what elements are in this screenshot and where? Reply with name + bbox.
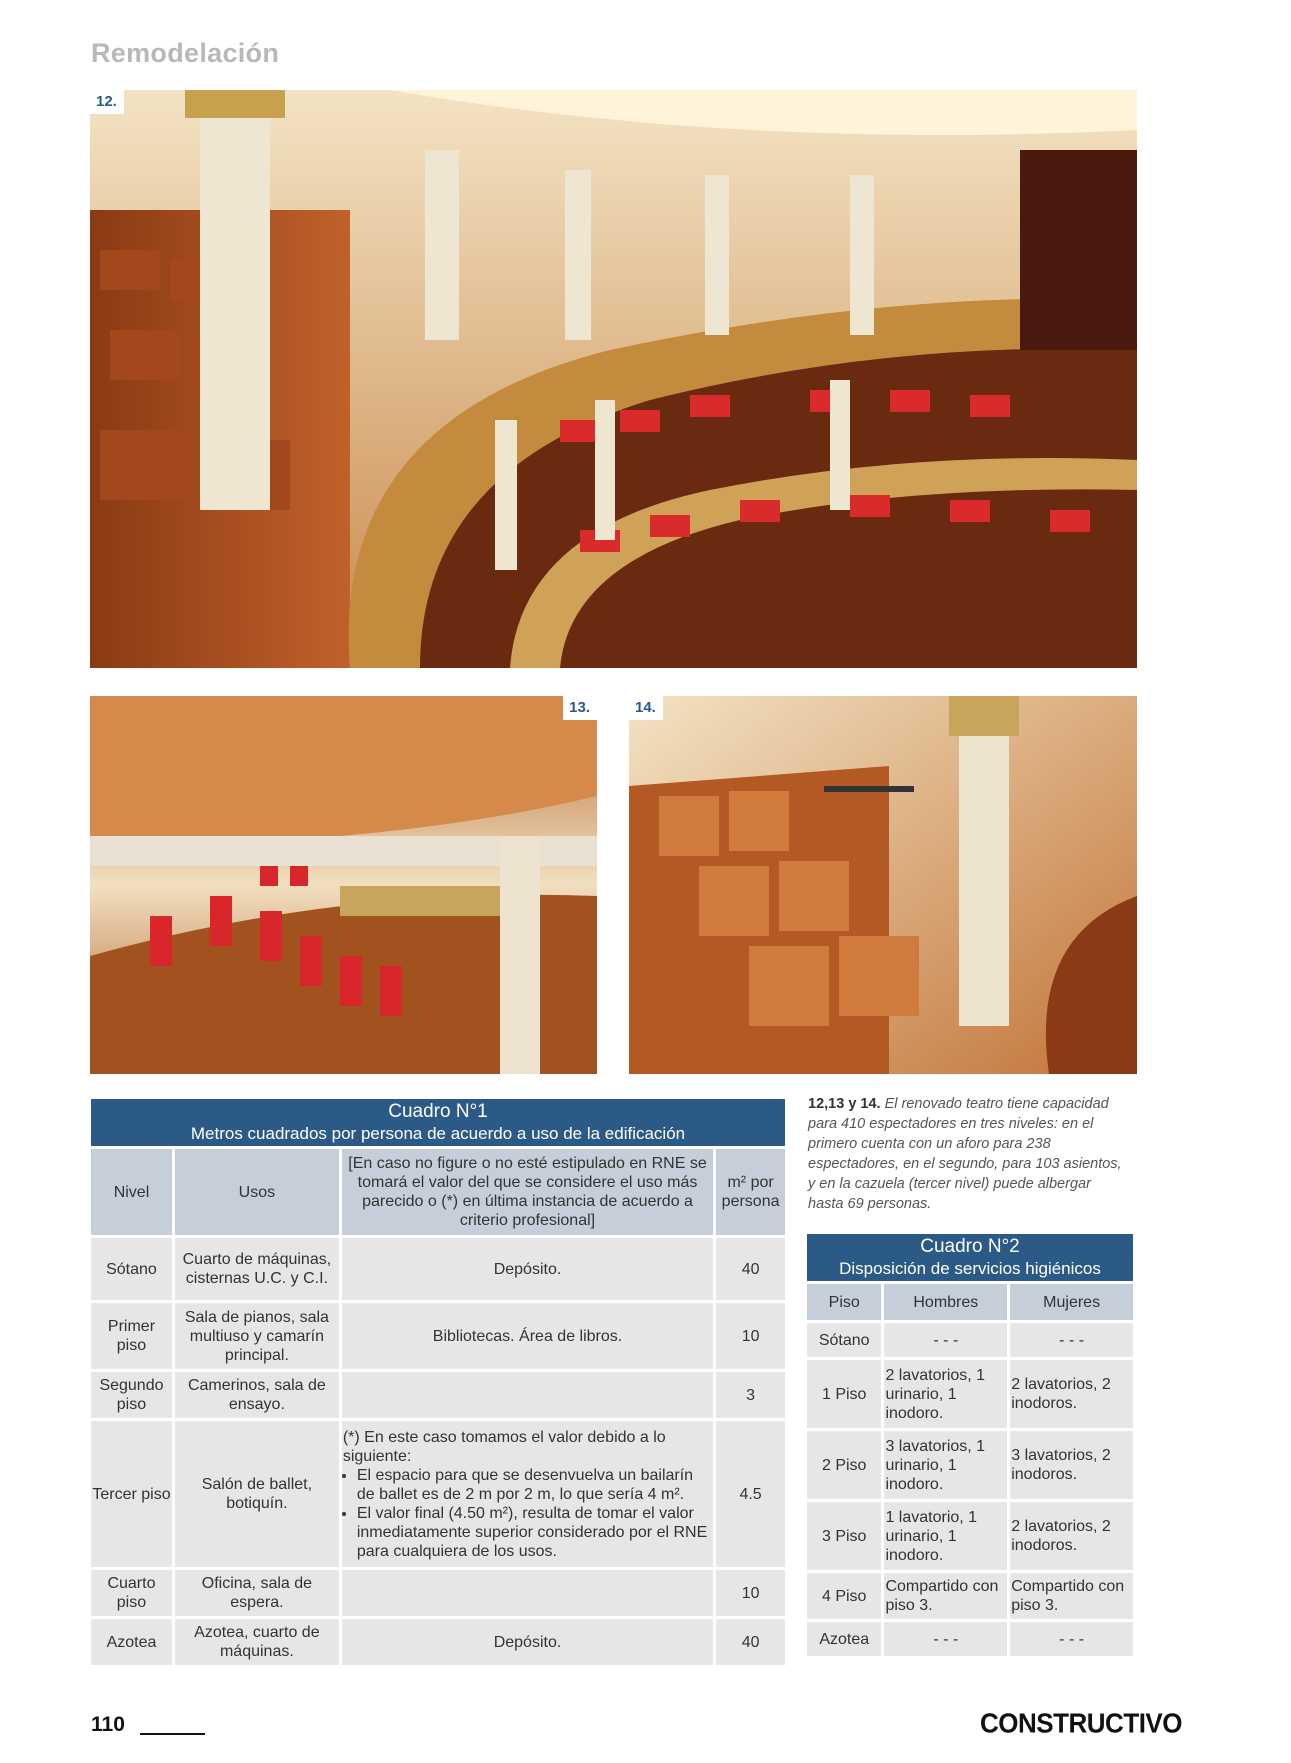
cell-nivel: Segundo piso [91,1372,172,1418]
cell-m2: 10 [716,1570,785,1616]
cell-mujeres: 3 lavatorios, 2 inodoros. [1010,1431,1133,1499]
section-title: Remodelación [91,38,280,68]
cell-nivel: Azotea [91,1619,172,1665]
cell-usos: Cuarto de máquinas, cisternas U.C. y C.I. [175,1238,339,1300]
table-row [91,1619,785,1665]
page-number: 110 [91,1713,125,1736]
table-row [807,1360,1133,1428]
table-row [91,1570,785,1616]
cell-nivel: Primer piso [91,1303,172,1369]
photo-12 [90,90,1137,668]
nota-list [343,1466,712,1561]
list-item: • El valor final (4.50 m²), resulta de tomar el valor inmediatamente superior considerado por el RNE para cualquiera de los usos. [357,1504,712,1561]
cell-m2: 40 [716,1619,785,1665]
cell-piso: 1 Piso [807,1360,881,1428]
cell-usos: Azotea, cuarto de máquinas. [175,1619,339,1665]
table-row [807,1431,1133,1499]
theater-seats-photo [90,696,597,1074]
cell-mujeres: - - - [1010,1622,1133,1656]
table-row [807,1323,1133,1357]
page-rule [140,1733,205,1735]
table-subtitle: Metros cuadrados por persona de acuerdo a uso de la edificación [190,1124,686,1143]
cell-nota: Depósito. [342,1619,713,1665]
cell-hombres: 1 lavatorio, 1 urinario, 1 inodoro. [884,1502,1007,1570]
cell-mujeres: - - - [1010,1323,1133,1357]
table-row [91,1238,785,1300]
cell-hombres: 3 lavatorios, 1 urinario, 1 inodoro. [884,1431,1007,1499]
cell-usos: Oficina, sala de espera. [175,1570,339,1616]
caption-lead: 12,13 y 14. [808,1096,881,1112]
cell-piso: 4 Piso [807,1573,881,1619]
cell-piso: Sótano [807,1323,881,1357]
column-header-usos: Usos [175,1149,339,1235]
cell-usos: Salón de ballet, botiquín. [175,1421,339,1567]
cell-nota: Bibliotecas. Área de libros. [342,1303,713,1369]
table-row [807,1622,1133,1656]
cell-mujeres: 2 lavatorios, 2 inodoros. [1010,1502,1133,1570]
cell-m2: 10 [716,1303,785,1369]
cell-piso: Azotea [807,1622,881,1656]
theater-balconies-photo [90,90,1137,668]
cell-usos: Sala de pianos, sala multiuso y camarín principal. [175,1303,339,1369]
table-title: Cuadro N°1 [388,1101,488,1122]
cell-nivel: Sótano [91,1238,172,1300]
cell-hombres: Compartido con piso 3. [884,1573,1007,1619]
column-header-piso: Piso [807,1284,881,1320]
cell-hombres: 2 lavatorios, 1 urinario, 1 inodoro. [884,1360,1007,1428]
cell-mujeres: Compartido con piso 3. [1010,1573,1133,1619]
column-header-hombres: Hombres [884,1284,1007,1320]
cell-nivel: Tercer piso [91,1421,172,1567]
cell-hombres: - - - [884,1622,1007,1656]
cell-usos: Camerinos, sala de ensayo. [175,1372,339,1418]
cell-nota: Depósito. [342,1238,713,1300]
column-header-mujeres: Mujeres [1010,1284,1133,1320]
cell-m2: 3 [716,1372,785,1418]
cell-piso: 2 Piso [807,1431,881,1499]
cell-mujeres: 2 lavatorios, 2 inodoros. [1010,1360,1133,1428]
nota-intro: (*) En este caso tomamos el valor debido a lo siguiente: [342,1428,666,1465]
photo-label: 12. [90,90,124,114]
table-header [807,1234,1133,1281]
column-header-m2: m² por persona [716,1149,785,1235]
table-title: Cuadro N°2 [920,1236,1020,1257]
cell-m2: 40 [716,1238,785,1300]
theater-seating-tiers-photo [629,696,1137,1074]
photo-14 [629,696,1137,1074]
photo-label: 14. [629,696,663,720]
table-row [807,1573,1133,1619]
table-row [91,1421,785,1567]
cell-piso: 3 Piso [807,1502,881,1570]
table-row [91,1372,785,1418]
table-row [807,1502,1133,1570]
cell-nivel: Cuarto piso [91,1570,172,1616]
cuadro-2-table [804,1231,1136,1659]
brand-logo: CONSTRUCTIVO [980,1707,1182,1739]
cell-nota [342,1372,713,1418]
table-header [91,1099,785,1146]
cell-nota [342,1421,713,1567]
column-header-nota: [En caso no figure o no esté estipulado en RNE se tomará el valor del que se considere el uso más parecido o (*) en última instancia de acuerdo a criterio profesional] [342,1149,713,1235]
cell-nota [342,1570,713,1616]
photo-label: 13. [563,696,597,720]
photo-13 [90,696,597,1074]
table-subtitle: Disposición de servicios higiénicos [839,1259,1101,1278]
column-header-nivel: Nivel [91,1149,172,1235]
caption-text: El renovado teatro tiene capacidad para 410 espectadores en tres niveles: en el primero cuenta con un aforo para 238 espectadores, en el segundo, para 103 asientos, y en la cazuela (tercer nivel) puede albergar hasta 69 personas. [808,1096,1122,1212]
photo-caption [808,1094,1128,1214]
table-row [91,1303,785,1369]
cell-m2: 4.5 [716,1421,785,1567]
cuadro-1-table [88,1096,788,1668]
cell-hombres: - - - [884,1323,1007,1357]
list-item: • El espacio para que se desenvuelva un bailarín de ballet es de 2 m por 2 m, lo que sería 4 m². [357,1466,712,1504]
